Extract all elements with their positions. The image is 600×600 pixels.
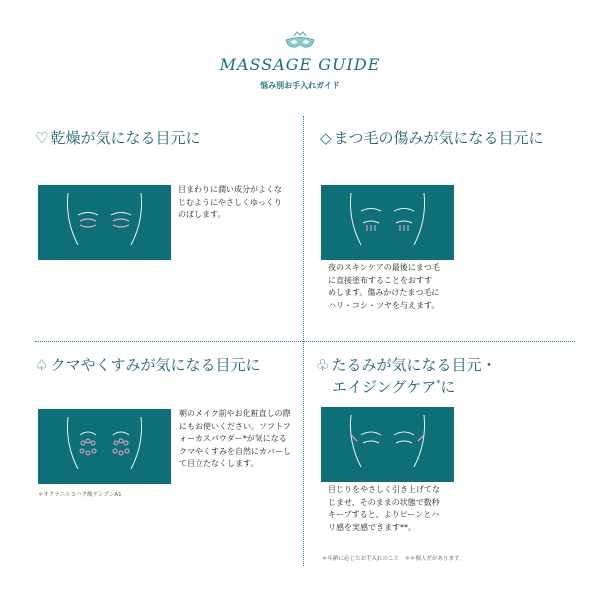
section-darkcircles-description: 朝のメイク前やお化粧直しの際にもお使いください。ソフトフォーカスパウダー*が気になるクマやくすみを自然にカバーして目立たなくします。 bbox=[179, 409, 291, 468]
diamond-outline-icon: ◇ bbox=[320, 129, 332, 147]
heart-outline-icon: ♡ bbox=[35, 129, 49, 147]
section-darkcircles-illustration bbox=[38, 409, 171, 484]
section-lash-illustration bbox=[321, 185, 454, 260]
section-sagging-illustration bbox=[321, 407, 454, 482]
section-lash-description: 夜のスキンケアの最後にまつ毛に直接塗布することをおすすめします。傷みかけたまつ毛にハリ・コシ・ツヤを与えます。 bbox=[328, 263, 440, 310]
section-dryness-heading: ♡ 乾燥が気になる目元に bbox=[35, 129, 201, 147]
face-illustration-icon bbox=[38, 409, 171, 484]
section-dryness-illustration bbox=[38, 185, 171, 260]
horizontal-divider bbox=[35, 341, 575, 342]
club-outline-icon: ♧ bbox=[316, 356, 330, 374]
face-illustration-icon bbox=[38, 185, 171, 260]
page-title: MASSAGE GUIDE bbox=[219, 55, 381, 74]
section-sagging-description: 目じりをやさしく引き上げてなじませ、そのままの状態で数秒キープすると、よりピーンとハリ感を実感できます**。 bbox=[328, 485, 440, 532]
section-darkcircles-footnote: ＊オクテニルコハク酸デンプンA1 bbox=[38, 492, 122, 498]
section-darkcircles-heading: ♤ クマやくすみが気になる目元に bbox=[35, 356, 261, 374]
face-illustration-icon bbox=[321, 407, 454, 482]
section-sagging-footnote: ＊年齢に応じたお手入れのこと ＊＊個人差があります。 bbox=[322, 556, 465, 562]
section-sagging-heading: ♧ たるみが気になる目元・ エイジングケア*に bbox=[316, 356, 497, 396]
face-illustration-icon bbox=[321, 185, 454, 260]
page-subtitle: 悩み別お手入れガイド bbox=[260, 81, 340, 90]
section-dryness-description: 目まわりに潤い成分がよくなじむようにやさしくゆっくりのばします。 bbox=[178, 185, 282, 219]
section-lash-heading: ◇ まつ毛の傷みが気になる目元に bbox=[320, 129, 544, 147]
spade-outline-icon: ♤ bbox=[35, 356, 49, 374]
tiara-mask-icon bbox=[284, 30, 316, 52]
